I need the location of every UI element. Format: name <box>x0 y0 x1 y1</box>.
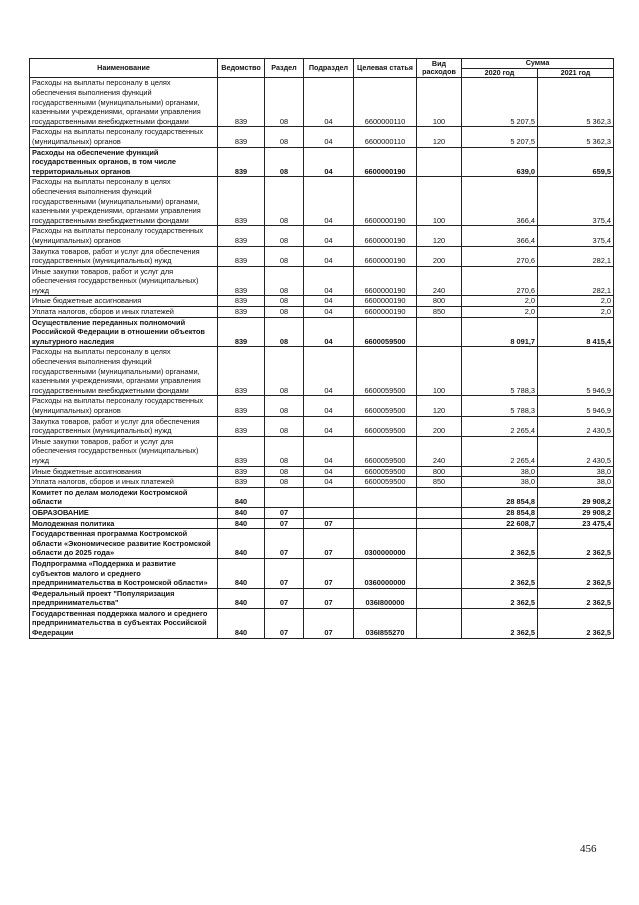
cell-target-article <box>354 518 417 529</box>
cell-subsection: 04 <box>304 296 354 307</box>
cell-sum-2020: 28 854,8 <box>462 487 538 507</box>
cell-section: 08 <box>265 436 304 466</box>
cell-target-article: 6600000110 <box>354 127 417 147</box>
cell-target-article: 6600059500 <box>354 347 417 396</box>
cell-target-article: 036I800000 <box>354 588 417 608</box>
cell-department: 839 <box>218 317 265 347</box>
cell-sum-2020: 38,0 <box>462 477 538 488</box>
cell-expense-type: 120 <box>417 396 462 416</box>
cell-target-article: 6600059500 <box>354 477 417 488</box>
cell-subsection: 07 <box>304 558 354 588</box>
cell-subsection: 04 <box>304 416 354 436</box>
cell-name: Молодежная политика <box>30 518 218 529</box>
header-expense-type: Вид расходов <box>417 59 462 78</box>
cell-target-article: 6600059500 <box>354 396 417 416</box>
cell-section: 07 <box>265 529 304 559</box>
table-row <box>30 466 614 477</box>
cell-sum-2021: 5 362,3 <box>538 78 614 127</box>
cell-sum-2020: 28 854,8 <box>462 507 538 518</box>
cell-target-article: 6600000190 <box>354 307 417 318</box>
cell-name: Закупка товаров, работ и услуг для обеспечения государственных (муниципальных) нужд <box>30 416 218 436</box>
cell-department: 840 <box>218 529 265 559</box>
cell-section: 08 <box>265 307 304 318</box>
cell-target-article: 6600059500 <box>354 466 417 477</box>
cell-name: Комитет по делам молодежи Костромской области <box>30 487 218 507</box>
cell-expense-type <box>417 518 462 529</box>
cell-department: 839 <box>218 396 265 416</box>
cell-department: 839 <box>218 296 265 307</box>
cell-sum-2021: 38,0 <box>538 477 614 488</box>
cell-subsection: 04 <box>304 317 354 347</box>
cell-name: Расходы на выплаты персоналу государственных (муниципальных) органов <box>30 127 218 147</box>
cell-target-article: 6600000110 <box>354 78 417 127</box>
cell-section <box>265 487 304 507</box>
cell-department: 839 <box>218 78 265 127</box>
cell-expense-type: 850 <box>417 307 462 318</box>
cell-department: 839 <box>218 477 265 488</box>
table-row <box>30 416 614 436</box>
cell-sum-2020: 2 362,5 <box>462 588 538 608</box>
cell-sum-2020: 270,6 <box>462 246 538 266</box>
cell-target-article: 6600000190 <box>354 147 417 177</box>
cell-subsection: 04 <box>304 147 354 177</box>
cell-expense-type: 120 <box>417 226 462 246</box>
table-row <box>30 147 614 177</box>
cell-subsection: 07 <box>304 518 354 529</box>
cell-sum-2021: 2 362,5 <box>538 529 614 559</box>
cell-sum-2021: 375,4 <box>538 177 614 226</box>
cell-department: 839 <box>218 226 265 246</box>
cell-sum-2021: 2 430,5 <box>538 436 614 466</box>
cell-sum-2020: 270,6 <box>462 266 538 296</box>
cell-sum-2021: 282,1 <box>538 246 614 266</box>
table-row <box>30 487 614 507</box>
cell-department: 839 <box>218 466 265 477</box>
header-subsection: Подраздел <box>304 59 354 78</box>
cell-sum-2021: 2 362,5 <box>538 588 614 608</box>
cell-section: 08 <box>265 396 304 416</box>
table-row <box>30 307 614 318</box>
cell-name: Осуществление переданных полномочий Российской Федерации в отношении объектов культурного наследия <box>30 317 218 347</box>
cell-department: 839 <box>218 127 265 147</box>
cell-section: 08 <box>265 127 304 147</box>
cell-department: 840 <box>218 507 265 518</box>
cell-sum-2020: 38,0 <box>462 466 538 477</box>
cell-sum-2020: 2 265,4 <box>462 436 538 466</box>
table-row <box>30 296 614 307</box>
cell-sum-2021: 2 362,5 <box>538 608 614 638</box>
cell-department: 840 <box>218 588 265 608</box>
cell-expense-type: 120 <box>417 127 462 147</box>
table-row <box>30 529 614 559</box>
cell-sum-2021: 5 946,9 <box>538 347 614 396</box>
cell-name: ОБРАЗОВАНИЕ <box>30 507 218 518</box>
cell-target-article: 6600000190 <box>354 266 417 296</box>
cell-subsection: 04 <box>304 266 354 296</box>
cell-section: 08 <box>265 266 304 296</box>
cell-expense-type: 800 <box>417 466 462 477</box>
cell-name: Федеральный проект "Популяризация предпринимательства" <box>30 588 218 608</box>
cell-subsection: 04 <box>304 466 354 477</box>
cell-target-article: 6600000190 <box>354 296 417 307</box>
cell-sum-2020: 8 091,7 <box>462 317 538 347</box>
cell-sum-2021: 2 430,5 <box>538 416 614 436</box>
cell-sum-2020: 2,0 <box>462 296 538 307</box>
cell-section: 08 <box>265 226 304 246</box>
budget-table <box>29 58 614 639</box>
cell-section: 08 <box>265 416 304 436</box>
cell-target-article <box>354 487 417 507</box>
cell-department: 840 <box>218 608 265 638</box>
cell-expense-type: 240 <box>417 266 462 296</box>
cell-department: 839 <box>218 416 265 436</box>
header-year-2021: 2021 год <box>538 69 614 78</box>
cell-department: 839 <box>218 307 265 318</box>
header-year-2020: 2020 год <box>462 69 538 78</box>
cell-sum-2021: 29 908,2 <box>538 487 614 507</box>
cell-expense-type <box>417 487 462 507</box>
cell-name: Расходы на выплаты персоналу государственных (муниципальных) органов <box>30 396 218 416</box>
cell-section: 07 <box>265 507 304 518</box>
page-number: 456 <box>580 843 597 855</box>
cell-sum-2021: 2 362,5 <box>538 558 614 588</box>
cell-department: 840 <box>218 518 265 529</box>
cell-expense-type: 850 <box>417 477 462 488</box>
cell-sum-2020: 366,4 <box>462 177 538 226</box>
header-target-article: Целевая статья <box>354 59 417 78</box>
cell-expense-type <box>417 147 462 177</box>
cell-section: 07 <box>265 588 304 608</box>
cell-name: Уплата налогов, сборов и иных платежей <box>30 307 218 318</box>
cell-section: 08 <box>265 296 304 307</box>
cell-sum-2020: 22 608,7 <box>462 518 538 529</box>
cell-expense-type <box>417 588 462 608</box>
table-row <box>30 518 614 529</box>
table-row <box>30 396 614 416</box>
cell-sum-2020: 639,0 <box>462 147 538 177</box>
cell-sum-2020: 5 207,5 <box>462 127 538 147</box>
cell-section: 08 <box>265 317 304 347</box>
cell-expense-type: 100 <box>417 347 462 396</box>
cell-expense-type <box>417 529 462 559</box>
cell-department: 839 <box>218 246 265 266</box>
cell-subsection: 07 <box>304 588 354 608</box>
cell-name: Государственная поддержка малого и среднего предпринимательства в субъектах Российской Федерации <box>30 608 218 638</box>
cell-target-article: 0300000000 <box>354 529 417 559</box>
cell-sum-2020: 366,4 <box>462 226 538 246</box>
table-row <box>30 226 614 246</box>
cell-sum-2020: 2,0 <box>462 307 538 318</box>
cell-subsection: 04 <box>304 347 354 396</box>
cell-name: Иные бюджетные ассигнования <box>30 466 218 477</box>
cell-subsection: 07 <box>304 529 354 559</box>
cell-sum-2021: 38,0 <box>538 466 614 477</box>
cell-sum-2021: 5 946,9 <box>538 396 614 416</box>
table-row <box>30 588 614 608</box>
cell-target-article: 6600059500 <box>354 436 417 466</box>
cell-sum-2020: 5 207,5 <box>462 78 538 127</box>
cell-target-article: 6600059500 <box>354 416 417 436</box>
cell-subsection: 04 <box>304 226 354 246</box>
table-row <box>30 177 614 226</box>
cell-department: 839 <box>218 177 265 226</box>
cell-expense-type <box>417 317 462 347</box>
header-name: Наименование <box>30 59 218 78</box>
cell-subsection: 04 <box>304 436 354 466</box>
cell-target-article: 6600059500 <box>354 317 417 347</box>
header-sum: Сумма <box>462 59 614 69</box>
cell-expense-type <box>417 608 462 638</box>
header-section: Раздел <box>265 59 304 78</box>
cell-name: Государственная программа Костромской области «Экономическое развитие Костромской области до 2025 года» <box>30 529 218 559</box>
cell-sum-2021: 29 908,2 <box>538 507 614 518</box>
table-row <box>30 78 614 127</box>
cell-section: 08 <box>265 78 304 127</box>
table-row <box>30 608 614 638</box>
cell-name: Расходы на выплаты персоналу в целях обеспечения выполнения функций государственными (муниципальными) органами, казенными учреждениями, органами управления государственными внебюджетными фондами <box>30 347 218 396</box>
cell-subsection: 04 <box>304 177 354 226</box>
cell-department: 840 <box>218 558 265 588</box>
cell-name: Закупка товаров, работ и услуг для обеспечения государственных (муниципальных) нужд <box>30 246 218 266</box>
cell-subsection: 04 <box>304 246 354 266</box>
cell-expense-type: 240 <box>417 436 462 466</box>
cell-section: 08 <box>265 477 304 488</box>
table-row <box>30 127 614 147</box>
cell-department: 839 <box>218 147 265 177</box>
cell-name: Расходы на выплаты персоналу в целях обеспечения выполнения функций государственными (муниципальными) органами, казенными учреждениями, органами управления государственными внебюджетными фондами <box>30 78 218 127</box>
cell-name: Подпрограмма «Поддержка и развитие субъектов малого и среднего предпринимательства в Костромской области» <box>30 558 218 588</box>
table-row <box>30 347 614 396</box>
cell-section: 08 <box>265 147 304 177</box>
cell-sum-2020: 2 362,5 <box>462 558 538 588</box>
cell-section: 08 <box>265 177 304 226</box>
cell-subsection: 04 <box>304 307 354 318</box>
cell-subsection <box>304 487 354 507</box>
cell-department: 839 <box>218 436 265 466</box>
cell-name: Расходы на выплаты персоналу государственных (муниципальных) органов <box>30 226 218 246</box>
cell-section: 07 <box>265 608 304 638</box>
cell-section: 08 <box>265 466 304 477</box>
cell-section: 07 <box>265 558 304 588</box>
cell-sum-2021: 8 415,4 <box>538 317 614 347</box>
cell-section: 08 <box>265 347 304 396</box>
cell-name: Уплата налогов, сборов и иных платежей <box>30 477 218 488</box>
cell-target-article: 6600000190 <box>354 246 417 266</box>
cell-expense-type: 200 <box>417 246 462 266</box>
cell-subsection: 04 <box>304 396 354 416</box>
cell-target-article: 036I855270 <box>354 608 417 638</box>
cell-department: 839 <box>218 347 265 396</box>
cell-sum-2021: 2,0 <box>538 307 614 318</box>
cell-subsection: 04 <box>304 127 354 147</box>
cell-name: Расходы на обеспечение функций государственных органов, в том числе территориальных органов <box>30 147 218 177</box>
cell-expense-type: 800 <box>417 296 462 307</box>
cell-expense-type <box>417 507 462 518</box>
cell-section: 08 <box>265 246 304 266</box>
cell-section: 07 <box>265 518 304 529</box>
cell-name: Иные закупки товаров, работ и услуг для обеспечения государственных (муниципальных) нужд <box>30 436 218 466</box>
cell-expense-type <box>417 558 462 588</box>
cell-expense-type: 100 <box>417 177 462 226</box>
cell-subsection: 07 <box>304 608 354 638</box>
cell-sum-2021: 375,4 <box>538 226 614 246</box>
cell-subsection <box>304 507 354 518</box>
cell-name: Иные закупки товаров, работ и услуг для обеспечения государственных (муниципальных) нужд <box>30 266 218 296</box>
table-row <box>30 436 614 466</box>
cell-department: 839 <box>218 266 265 296</box>
cell-department: 840 <box>218 487 265 507</box>
cell-sum-2021: 659,5 <box>538 147 614 177</box>
cell-sum-2020: 2 362,5 <box>462 608 538 638</box>
cell-subsection: 04 <box>304 78 354 127</box>
cell-sum-2020: 5 788,3 <box>462 347 538 396</box>
table-row <box>30 558 614 588</box>
cell-target-article: 0360000000 <box>354 558 417 588</box>
cell-target-article <box>354 507 417 518</box>
table-row <box>30 507 614 518</box>
cell-sum-2021: 2,0 <box>538 296 614 307</box>
table-row <box>30 317 614 347</box>
cell-sum-2021: 282,1 <box>538 266 614 296</box>
cell-subsection: 04 <box>304 477 354 488</box>
cell-target-article: 6600000190 <box>354 177 417 226</box>
cell-expense-type: 100 <box>417 78 462 127</box>
cell-sum-2021: 5 362,3 <box>538 127 614 147</box>
header-row-1 <box>30 59 614 69</box>
cell-expense-type: 200 <box>417 416 462 436</box>
header-department: Ведомство <box>218 59 265 78</box>
cell-sum-2020: 5 788,3 <box>462 396 538 416</box>
table-row <box>30 246 614 266</box>
cell-name: Расходы на выплаты персоналу в целях обеспечения выполнения функций государственными (муниципальными) органами, казенными учреждениями, органами управления государственными внебюджетными фондами <box>30 177 218 226</box>
table-body <box>30 78 614 638</box>
cell-sum-2020: 2 362,5 <box>462 529 538 559</box>
cell-sum-2020: 2 265,4 <box>462 416 538 436</box>
cell-sum-2021: 23 475,4 <box>538 518 614 529</box>
cell-target-article: 6600000190 <box>354 226 417 246</box>
table-row <box>30 477 614 488</box>
table-row <box>30 266 614 296</box>
cell-name: Иные бюджетные ассигнования <box>30 296 218 307</box>
